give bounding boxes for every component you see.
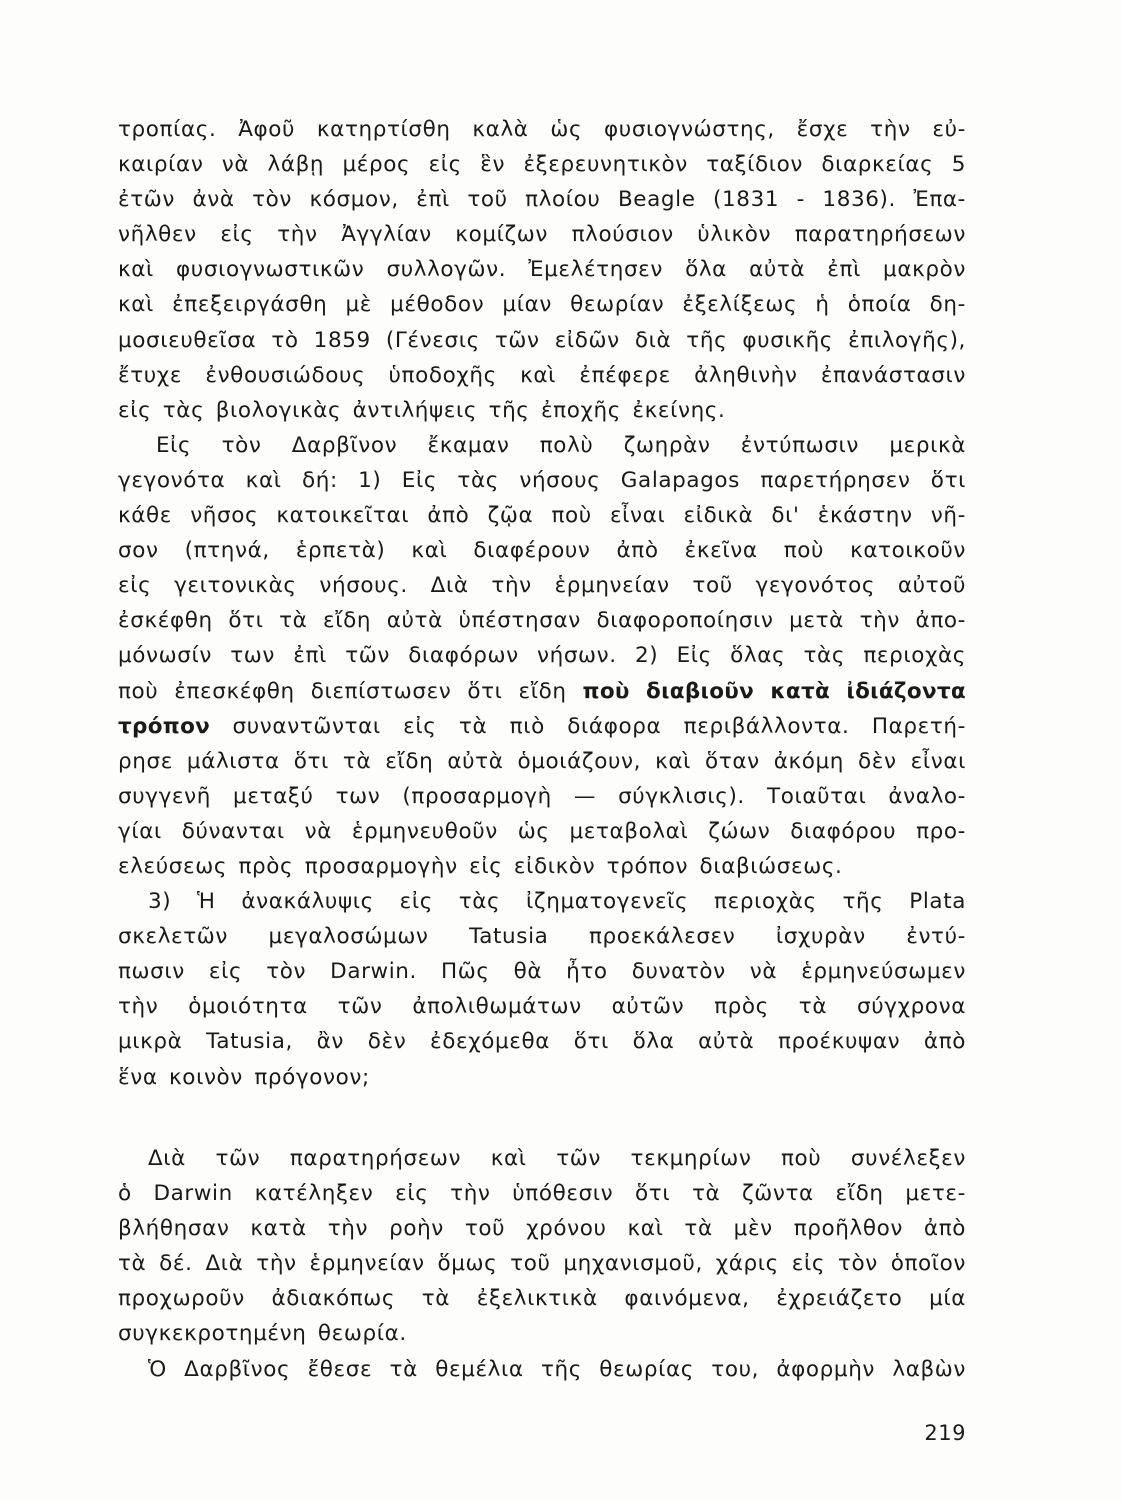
text-line: τὴν ὁμοιότητα τῶν ἀπολιθωμάτων αὐτῶν πρὸς τὰ σύγχρονα (118, 994, 966, 1020)
text-line: συγγενῆ μεταξύ των (προσαρμογὴ — σύγκλισις). Τοιαῦται ἀναλο- (118, 783, 966, 809)
text-line: ἐτῶν ἀνὰ τὸν κόσμον, ἐπὶ τοῦ πλοίου Beagle (1831 - 1836). Ἐπα- (118, 187, 966, 213)
text-line: μόνωσίν των ἐπὶ τῶν διαφόρων νήσων. 2) Εἰς ὅλας τὰς περιοχὰς (118, 643, 966, 669)
emphasis-text: τρόπον (118, 713, 211, 739)
text-line: γίαι δύνανται νὰ ἑρμηνευθοῦν ὡς μεταβολαὶ ζώων διαφόρου προ- (118, 818, 966, 844)
text-line-prefix: ποὺ ἐπεσκέφθη διεπίστωσεν ὅτι εἴδη (118, 678, 583, 704)
text-line: πωσιν εἰς τὸν Darwin. Πῶς θὰ ἦτο δυνατὸν νὰ ἑρμηνεύσωμεν (118, 959, 966, 985)
main-text-block (118, 112, 966, 1095)
text-line: βλήθησαν κατὰ τὴν ροὴν τοῦ χρόνου καὶ τὰ μὲν προῆλθον ἀπὸ (118, 1216, 966, 1242)
text-line: ελεύσεως πρὸς προσαρμογὴν εἰς εἰδικὸν τρόπον διαβιώσεως. (118, 853, 843, 879)
text-line: καὶ ἐπεξειργάσθη μὲ μέθοδον μίαν θεωρίαν ἐξελίξεως ἡ ὁποία δη- (118, 292, 966, 318)
second-text-block (118, 1141, 966, 1387)
text-line: τροπίας. Ἀφοῦ κατηρτίσθη καλὰ ὡς φυσιογνώστης, ἔσχε τὴν εὐ- (118, 117, 966, 142)
text-line: μοσιευθεῖσα τὸ 1859 (Γένεσις τῶν εἰδῶν διὰ τῆς φυσικῆς ἐπιλογῆς), (118, 327, 966, 353)
text-line: ἐσκέφθη ὅτι τὰ εἴδη αὐτὰ ὑπέστησαν διαφοροποίησιν μετὰ τὴν ἀπο- (118, 608, 966, 634)
text-line: ἔτυχε ἐνθουσιώδους ὑποδοχῆς καὶ ἐπέφερε ἀληθινὴν ἐπανάστασιν (118, 362, 966, 388)
text-line: ρησε μάλιστα ὅτι τὰ εἴδη αὐτὰ ὁμοιάζουν, καὶ ὅταν ἀκόμη δὲν εἶναι (118, 748, 966, 774)
text-line: νῆλθεν εἰς τὴν Ἀγγλίαν κομίζων πλούσιον ὑλικὸν παρατηρήσεων (118, 222, 966, 248)
text-line (118, 1141, 966, 1176)
text-line: κάθε νῆσος κατοικεῖται ἀπὸ ζῷα ποὺ εἶναι εἰδικὰ δι' ἑκάστην νῆ- (118, 503, 966, 529)
text-line: καὶ φυσιογνωστικῶν συλλογῶν. Ἐμελέτησεν ὅλα αὐτὰ ἐπὶ μακρὸν (118, 257, 966, 283)
text-line (118, 884, 966, 919)
text-line: γεγονότα καὶ δή: 1) Εἰς τὰς νήσους Galapagos παρετήρησεν ὅτι (118, 467, 966, 493)
text-line: συγκεκροτημένη θεωρία. (118, 1321, 407, 1347)
text-line: τὰ δέ. Διὰ τὴν ἑρμηνείαν ὅμως τοῦ μηχανισμοῦ, χάρις εἰς τὸν ὁποῖον (118, 1251, 966, 1277)
text-line: ὁ Darwin κατέληξεν εἰς τὴν ὑπόθεσιν ὅτι τὰ ζῶντα εἴδη μετε- (118, 1181, 966, 1207)
text-line: εἰς γειτονικὰς νήσους. Διὰ τὴν ἑρμηνείαν τοῦ γεγονότος αὐτοῦ (118, 573, 966, 599)
text-line: καιρίαν νὰ λάβῃ μέρος εἰς ἓν ἐξερευνητικὸν ταξίδιον διαρκείας 5 (118, 152, 966, 178)
text-line-content: 3) Ἡ ἀνακάλυψις εἰς τὰς ἰζηματογενεῖς περιοχὰς τῆς Plata (148, 889, 966, 915)
text-line-content: Διὰ τῶν παρατηρήσεων καὶ τῶν τεκμηρίων ποὺ συνέλεξεν (148, 1146, 966, 1171)
text-line-content: Εἰς τὸν Δαρβῖνον ἔκαμαν πολὺ ζωηρὰν ἐντύπωσιν μερικὰ (156, 432, 966, 458)
text-line: σον (πτηνά, ἑρπετὰ) καὶ διαφέρουν ἀπὸ ἐκεῖνα ποὺ κατοικοῦν (118, 538, 966, 564)
text-line-with-emphasis (118, 709, 966, 744)
text-line-with-emphasis (118, 674, 966, 709)
text-line-suffix: συναντῶνται εἰς τὰ πιὸ διάφορα περιβάλλοντα. Παρετή- (210, 713, 966, 739)
text-line: σκελετῶν μεγαλοσώμων Tatusia προεκάλεσεν ἰσχυρὰν ἐντύ- (118, 924, 966, 950)
text-line (118, 428, 966, 463)
text-line-content: Ὁ Δαρβῖνος ἔθεσε τὰ θεμέλια τῆς θεωρίας του, ἀφορμὴν λαβὼν (148, 1356, 966, 1382)
text-line: ἕνα κοινὸν πρόγονον; (118, 1064, 370, 1090)
text-line: μικρὰ Tatusia, ἂν δὲν ἐδεχόμεθα ὅτι ὅλα αὐτὰ προέκυψαν ἀπὸ (118, 1029, 966, 1055)
page-number: 219 (924, 1421, 966, 1445)
text-line: εἰς τὰς βιολογικὰς ἀντιλήψεις τῆς ἐποχῆς ἐκείνης. (118, 397, 726, 423)
text-line (118, 1352, 966, 1387)
text-line: προχωροῦν ἀδιακόπως τὰ ἐξελικτικὰ φαινόμενα, ἐχρειάζετο μία (118, 1286, 966, 1312)
emphasis-text: ποὺ διαβιοῦν κατὰ ἰδιάζοντα (582, 678, 966, 704)
